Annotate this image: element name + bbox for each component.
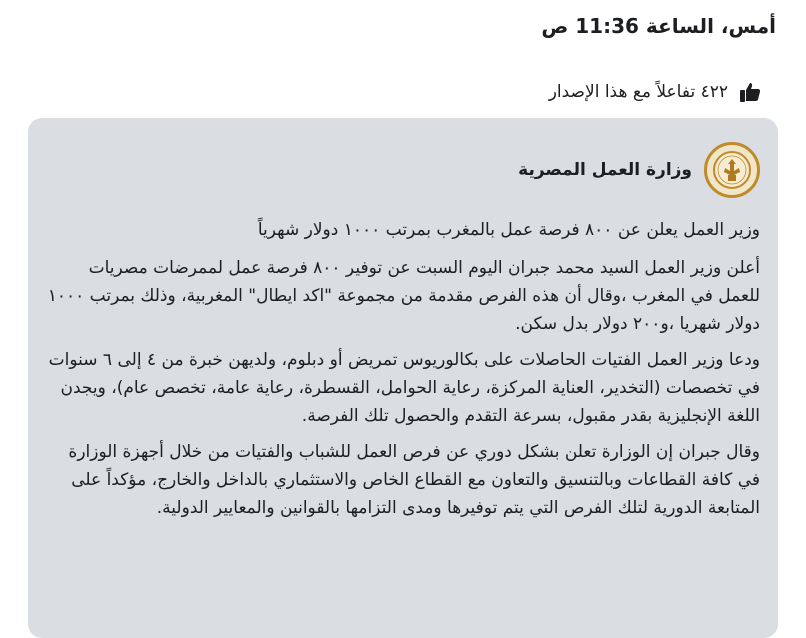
- post-timestamp: أمس، الساعة 11:36 ص: [541, 14, 776, 38]
- shared-post-card[interactable]: [28, 118, 778, 638]
- article-paragraph-1: أعلن وزير العمل السيد محمد جبران اليوم السبت عن توفير ٨٠٠ فرصة عمل لممرضات مصريات للعمل في المغرب ،وقال أن هذه الفرص مقدمة من مجموعة "اكد ايطال" المغربية، وذلك بمرتب ١٠٠٠ دولار شهريا ،و٢٠٠ دولار بدل سكن.: [47, 258, 760, 334]
- thumbs-up-icon: [738, 80, 762, 104]
- source-header: [518, 142, 760, 198]
- ministry-seal-icon[interactable]: [704, 142, 760, 198]
- article-body: [45, 216, 760, 530]
- reactions-count-text[interactable]: ٤٢٢ تفاعلاً مع هذا الإصدار: [548, 82, 728, 102]
- reactions-row[interactable]: [549, 80, 762, 104]
- article-paragraph-3: وقال جبران إن الوزارة تعلن بشكل دوري عن فرص العمل للشباب والفتيات من خلال أجهزة الوزارة في كافة القطاعات وبالتنسيق والتعاون مع القطاع الخاص والاستثماري بالداخل والخارج، مؤكداً على المتابعة الدورية لتلك الفرص التي يتم توفيرها ومدى التزامها بالقوانين والمعايير الدولية.: [68, 442, 760, 518]
- article-paragraph-2: ودعا وزير العمل الفتيات الحاصلات على بكالوريوس تمريض أو دبلوم، ولديهن خبرة من ٤ إلى ٦ سنوات في تخصصات (التخدير، العناية المركزة، رعاية الحوامل، القسطرة، رعاية عامة، تخصص عام)، ويجدن اللغة الإنجليزية بقدر مقبول، بسرعة التقدم والحصول تلك الفرصة.: [48, 350, 760, 426]
- article-headline: وزير العمل يعلن عن ٨٠٠ فرصة عمل بالمغرب بمرتب ١٠٠٠ دولار شهرياً: [257, 220, 760, 240]
- source-name[interactable]: وزارة العمل المصرية: [518, 160, 692, 180]
